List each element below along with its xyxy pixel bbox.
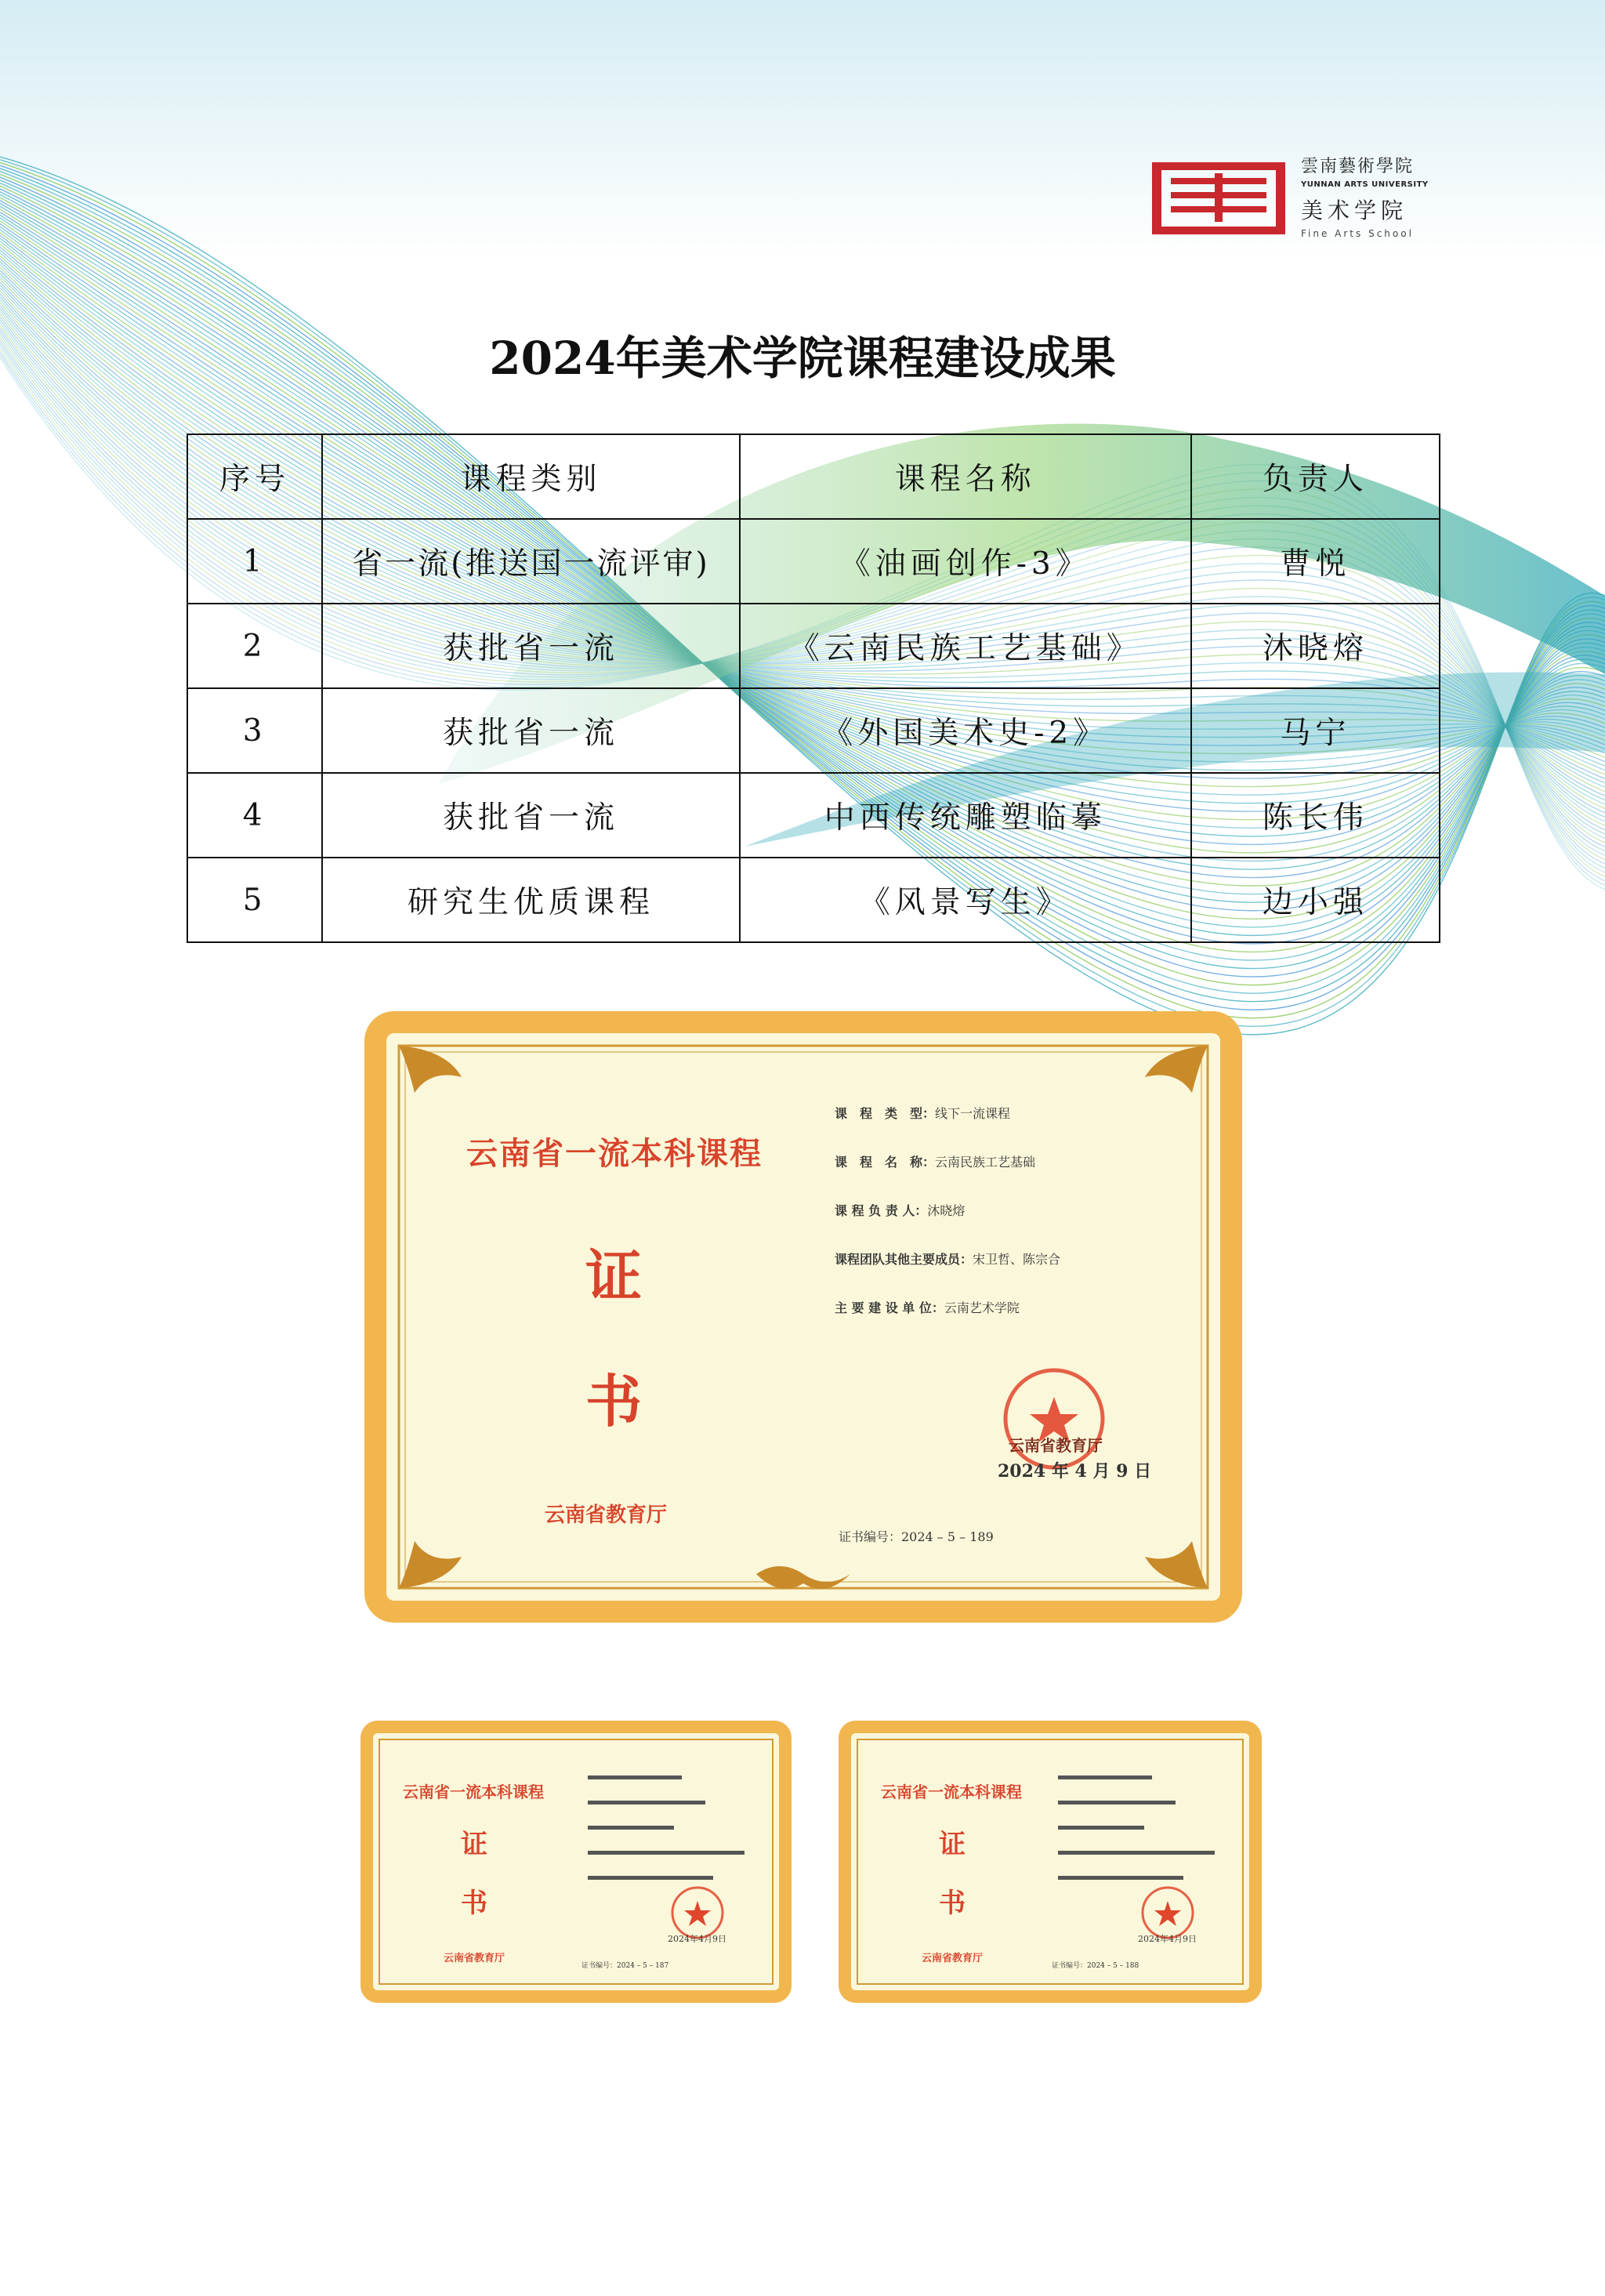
table-cell: 省一流(推送国一流评审) [322, 519, 739, 604]
certificate-zheng: 证 [939, 1829, 966, 1860]
table-cell: 陈长伟 [1191, 773, 1440, 858]
field-label: 课 程 类 型： [835, 1106, 936, 1121]
table-cell: 《外国美术史-2》 [740, 688, 1191, 773]
certificate-small-1 [360, 1721, 792, 2003]
table-header-cell: 课程类别 [322, 434, 739, 519]
table-cell: 马宁 [1191, 688, 1440, 773]
table-header-cell: 序号 [187, 434, 322, 519]
certificate-number: 证书编号：2024 – 5 – 187 [581, 1962, 669, 1970]
field-label: 主 要 建 设 单 位： [835, 1300, 944, 1315]
field-value: 宋卫哲、陈宗合 [973, 1252, 1061, 1267]
table-cell: 获批省一流 [322, 604, 739, 688]
certificate-field [835, 1284, 1211, 1333]
certificate-number: 证书编号：2024 – 5 – 188 [1052, 1962, 1139, 1970]
table-row [187, 519, 1440, 604]
field-value: 云南民族工艺基础 [935, 1155, 1036, 1170]
logo-school-name: 美术学院 [1301, 198, 1408, 223]
table-cell: 获批省一流 [322, 688, 739, 773]
table-cell: 中西传统雕塑临摹 [740, 773, 1191, 858]
table-row [187, 773, 1440, 858]
table-cell: 曹悦 [1191, 519, 1440, 604]
field-value: 云南艺术学院 [944, 1300, 1020, 1315]
certificate-zheng: 证 [461, 1829, 487, 1860]
logo-emblem-icon [1152, 158, 1285, 236]
table-row [187, 604, 1440, 688]
field-label: 课 程 名 称： [835, 1155, 936, 1170]
table-cell: 《油画创作-3》 [740, 519, 1191, 604]
university-logo [1152, 153, 1450, 239]
logo-english-name: YUNNAN ARTS UNIVERSITY [1301, 180, 1429, 189]
table-cell: 4 [187, 773, 322, 858]
table-cell: 获批省一流 [322, 773, 739, 858]
table-cell: 边小强 [1191, 858, 1440, 942]
table-row [187, 688, 1440, 773]
table-cell: 2 [187, 604, 322, 688]
certificate-number: 证书编号：2024 – 5 – 189 [839, 1529, 994, 1544]
certificate-date: 2024 年 4 月 9 日 [998, 1461, 1152, 1482]
certificate-date: 2024年4月9日 [668, 1934, 726, 1944]
table-cell: 《风景写生》 [740, 858, 1191, 942]
field-value: 沐晓熔 [927, 1203, 966, 1218]
certificate-frame [360, 1721, 792, 2003]
certificate-main [364, 1011, 1242, 1623]
certificate-fields [835, 1090, 1211, 1333]
table-cell: 沐晓熔 [1191, 604, 1440, 688]
seal-text: 云南省教育厅 [1009, 1436, 1103, 1455]
certificate-issuer: 云南省教育厅 [444, 1953, 505, 1964]
table-header-cell: 课程名称 [740, 434, 1191, 519]
certificate-issuer: 云南省教育厅 [545, 1503, 668, 1527]
certificate-field [835, 1090, 1211, 1138]
field-label: 课程团队其他主要成员： [835, 1252, 973, 1267]
certificate-shu: 书 [585, 1368, 643, 1435]
table-cell: 5 [187, 858, 322, 942]
certificate-field [835, 1138, 1211, 1187]
table-cell: 研究生优质课程 [322, 858, 739, 942]
certificate-shu: 书 [461, 1888, 487, 1919]
certificate-shu: 书 [939, 1888, 966, 1919]
table-header-cell: 负责人 [1191, 434, 1440, 519]
table-header-row [187, 434, 1440, 519]
certificate-heading: 云南省一流本科课程 [881, 1783, 1022, 1801]
logo-school-english: Fine Arts School [1301, 228, 1414, 239]
table-cell: 《云南民族工艺基础》 [740, 604, 1191, 688]
course-table [187, 433, 1440, 943]
table-cell: 3 [187, 688, 322, 773]
certificate-heading: 云南省一流本科课程 [403, 1783, 544, 1801]
certificate-field [835, 1235, 1211, 1284]
certificate-issuer: 云南省教育厅 [922, 1953, 984, 1964]
certificate-heading: 云南省一流本科课程 [466, 1135, 763, 1172]
logo-chinese-name: 雲南藝術學院 [1301, 157, 1415, 176]
certificate-frame [839, 1721, 1262, 2003]
table-row [187, 858, 1440, 942]
certificate-date: 2024年4月9日 [1138, 1934, 1197, 1944]
page-title: 2024年美术学院课程建设成果 [489, 332, 1116, 385]
certificate-zheng: 证 [585, 1242, 643, 1309]
certificate-field [835, 1187, 1211, 1235]
field-label: 课 程 负 责 人： [835, 1203, 928, 1218]
table-cell: 1 [187, 519, 322, 604]
certificate-small-2 [839, 1721, 1262, 2003]
field-value: 线下一流课程 [935, 1106, 1011, 1121]
